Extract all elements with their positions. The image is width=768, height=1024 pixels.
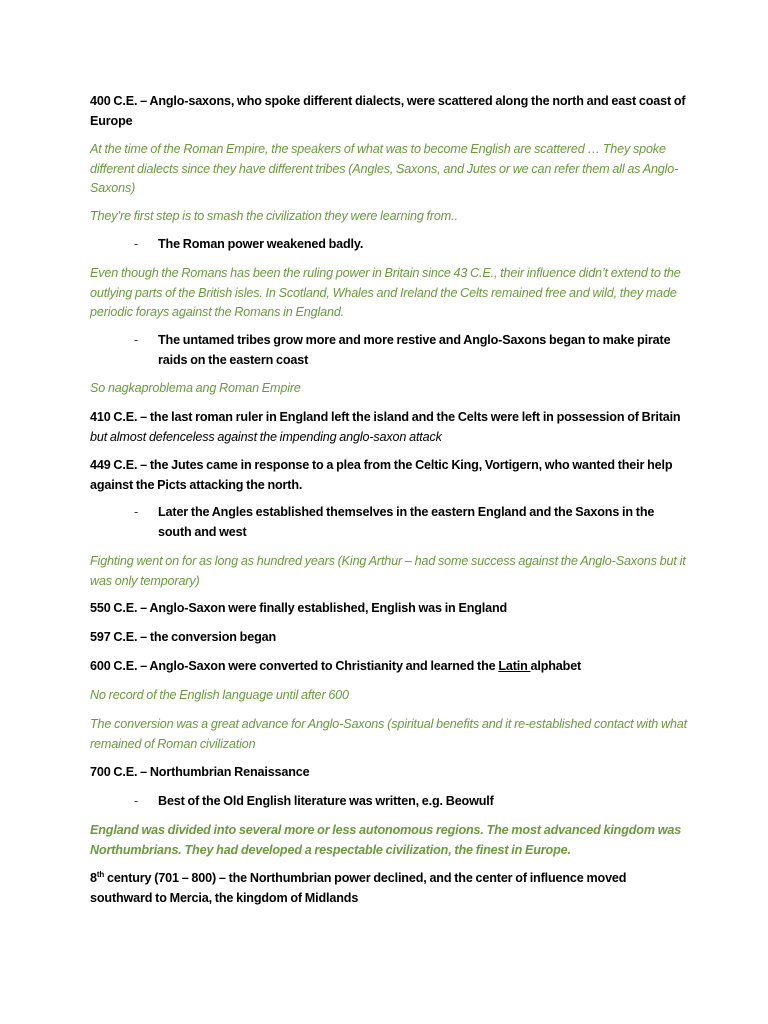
- bullet-dash: -: [134, 333, 139, 347]
- paragraph-8th-century: [90, 869, 690, 908]
- bullet-roman-power: The Roman power weakened badly.: [158, 237, 364, 251]
- century-suffix: th: [96, 869, 105, 879]
- bullet-untamed-tribes: The untamed tribes grow more and more restive and Anglo-Saxons began to make pirate raids on the eastern coast: [158, 333, 671, 367]
- century-number: 8: [90, 871, 97, 885]
- paragraph-550ce: 550 C.E. – Anglo-Saxon were finally established, English was in England: [90, 601, 508, 615]
- paragraph-597ce: 597 C.E. – the conversion began: [90, 630, 277, 644]
- paragraph-400ce: 400 C.E. – Anglo-saxons, who spoke different dialects, were scattered along the north and east coast of Europe: [90, 94, 686, 128]
- bullet-dash: -: [134, 794, 139, 808]
- note-england-divided: England was divided into several more or less autonomous regions. The most advanced kingdom was Northumbrians. They had developed a respectable civilization, the finest in Europe.: [90, 823, 682, 857]
- paragraph-410ce-italic: but almost defenceless against the impending anglo-saxon attack: [90, 429, 442, 444]
- bullet-dash: -: [134, 237, 139, 251]
- paragraph-700ce: 700 C.E. – Northumbrian Renaissance: [90, 765, 310, 779]
- paragraph-600ce-pre: 600 C.E. – Anglo-Saxon were converted to Christianity and learned the: [90, 659, 499, 673]
- latin-underlined: Latin: [498, 659, 531, 673]
- note-nagkaproblema: So nagkaproblema ang Roman Empire: [90, 381, 301, 395]
- note-fighting: Fighting went on for as long as hundred years (King Arthur – had some success against the Anglo-Saxons but it was only temporary): [90, 554, 686, 588]
- paragraph-449ce: 449 C.E. – the Jutes came in response to a plea from the Celtic King, Vortigern, who wanted their help against the Picts attacking the north.: [90, 458, 673, 492]
- paragraph-410ce: [90, 408, 690, 447]
- note-no-record: No record of the English language until after 600: [90, 688, 349, 702]
- note-first-step: They’re first step is to smash the civilization they were learning from..: [90, 209, 458, 223]
- bullet-angles-saxons: Later the Angles established themselves in the eastern England and the Saxons in the south and west: [158, 505, 655, 539]
- paragraph-410ce-bold: 410 C.E. – the last roman ruler in England left the island and the Celts were left in possession of Britain: [90, 410, 681, 424]
- bullet-beowulf: Best of the Old English literature was written, e.g. Beowulf: [158, 794, 494, 808]
- note-conversion-advance: The conversion was a great advance for Anglo-Saxons (spiritual benefits and it re-established contact with what remained of Roman civilization: [90, 717, 688, 751]
- note-roman-empire-speakers: At the time of the Roman Empire, the speakers of what was to become English are scattered … They spoke different dialects since they have different tribes (Angles, Saxons, and Jutes or we can refer them all as Anglo-Saxons): [90, 142, 679, 195]
- bullet-dash: -: [134, 505, 139, 519]
- paragraph-600ce-post: alphabet: [530, 659, 582, 673]
- paragraph-600ce: [90, 657, 690, 677]
- note-roman-influence: Even though the Romans has been the ruling power in Britain since 43 C.E., their influence didn’t extend to the outlying parts of the British isles. In Scotland, Whales and Ireland the Celts remained free and wild, they made periodic forays against the Romans in England.: [90, 266, 681, 319]
- paragraph-8th-century-text: century (701 – 800) – the Northumbrian power declined, and the center of influence moved southward to Mercia, the kingdom of Midlands: [90, 871, 627, 905]
